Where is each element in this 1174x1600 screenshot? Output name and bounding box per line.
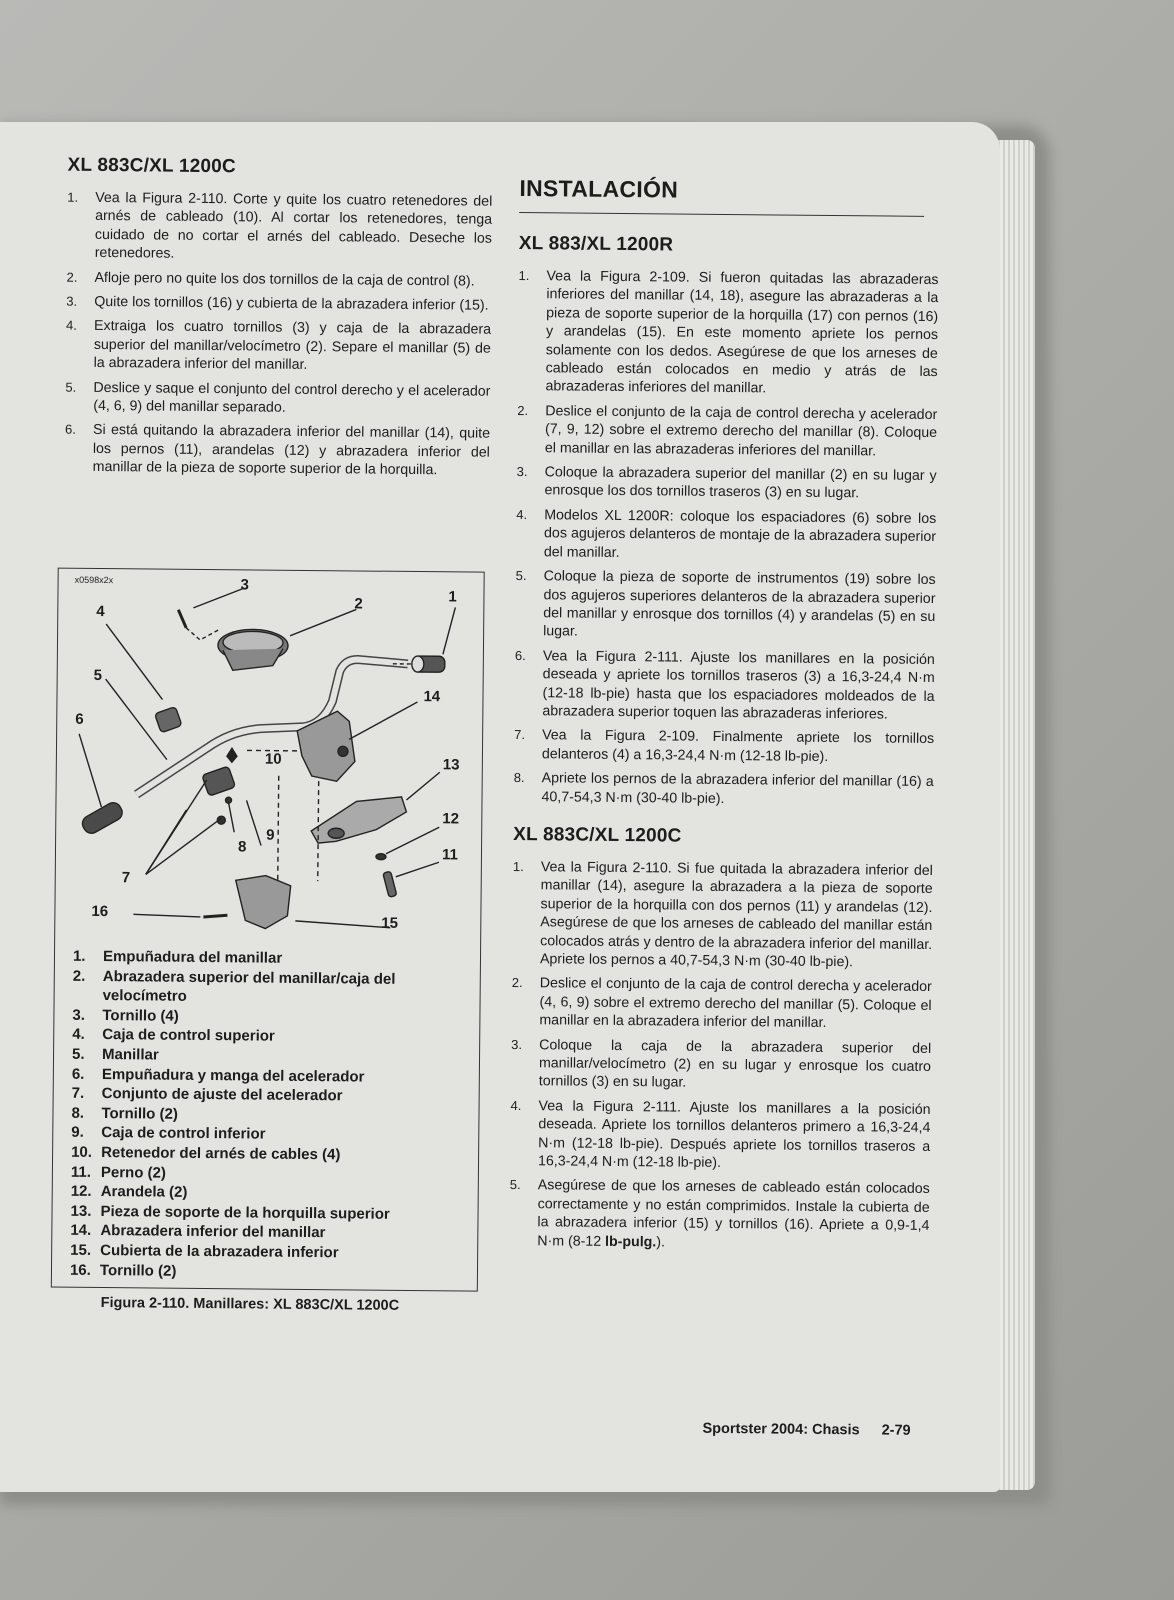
list-item: 15. Cubierta de la abrazadera inferior [70, 1241, 339, 1262]
list-item: 1. Vea la Figura 2-109. Si fueron quitadas las abrazaderas inferiores del manillar (14, 18), asegure las abrazaderas a la pieza de soporte superior de la horquilla (17) con pernos (16) y arandelas (15). En este momento apriete los pernos solamente con los dedos. Asegúrese de que los arneses de cableado están colocados en medio y atrás de las abrazaderas inferiores del manillar. [518, 267, 939, 397]
section2-steps-list [509, 858, 933, 1254]
callout-3: 3 [240, 576, 249, 594]
list-item: 2. Deslice el conjunto de la caja de control derecha y acelerador (7, 9, 12) sobre el extremo derecho del manillar (8). Coloque el manillar en las abrazaderas inferiores del manillar. [517, 402, 938, 460]
list-item: 11. Perno (2) [70, 1163, 167, 1182]
list-item: 2. Abrazadera superior del manillar/caja del velocímetro [72, 967, 396, 1006]
callout-8: 8 [237, 838, 247, 856]
list-item: 8. Tornillo (2) [71, 1104, 178, 1123]
list-item: 10. Retenedor del arnés de cables (4) [71, 1143, 341, 1164]
figure-code: x0598x2x [74, 574, 114, 586]
list-item: 1. Empuñadura del manillar [72, 947, 283, 967]
callout-9: 9 [266, 826, 275, 844]
list-item: 9. Caja de control inferior [71, 1124, 266, 1143]
section-heading-xl883-1200r: XL 883/XL 1200R [518, 232, 674, 256]
callout-2: 2 [354, 595, 363, 613]
figure-legend [70, 947, 473, 1284]
callout-12: 12 [442, 810, 460, 828]
callout-1: 1 [448, 588, 457, 606]
list-item: 16. Tornillo (2) [69, 1261, 177, 1280]
section-heading-xl883c-1200c: XL 883C/XL 1200C [513, 823, 682, 847]
callout-10: 10 [264, 750, 282, 768]
callout-7: 7 [121, 869, 131, 887]
list-item: 2. Deslice el conjunto de la caja de control derecha y acelerador (4, 6, 9) sobre el extremo derecho del manillar (5). Coloque el manillar en la abrazadera inferior del manillar. [511, 975, 932, 1032]
list-item: 6. Si está quitando la abrazadera inferior del manillar (14), quite los pernos (11), arandelas (12) y abrazadera inferior del manillar de la pieza de soporte superior de la horquilla. [64, 422, 491, 479]
list-item: 6. Empuñadura y manga del acelerador [71, 1065, 365, 1086]
callout-4: 4 [96, 602, 105, 621]
left-section-heading: XL 883C/XL 1200C [67, 154, 237, 178]
list-item: 5. Deslice y saque el conjunto del control derecho y el acelerador (4, 6, 9) del manillar separado. [65, 379, 491, 416]
section1-steps-list [513, 267, 938, 810]
right-column [509, 175, 939, 1260]
left-column [65, 155, 493, 487]
list-item: 1. Vea la Figura 2-110. Corte y quite los cuatro retenedores del arnés de cableado (10). Al cortar los retenedores, tenga cuidado de no cortar el arnés del cableado. Deseche los retenedores. [67, 189, 493, 262]
page-footer [702, 1421, 910, 1439]
list-item: 4. Extraiga los cuatro tornillos (3) y caja de la abrazadera superior del manillar/velocímetro (2). Separe el manillar (5) de la abrazadera inferior del manillar. [65, 318, 492, 374]
figure-caption: Figura 2-110. Manillares: XL 883C/XL 1200C [100, 1295, 400, 1314]
callout-11: 11 [441, 846, 458, 864]
list-item: 4. Caja de control superior [72, 1026, 275, 1046]
callout-15: 15 [381, 914, 399, 932]
callout-14: 14 [423, 688, 441, 706]
figure-box [51, 568, 485, 1292]
list-item: 4. Modelos XL 1200R: coloque los espaciadores (6) sobre los dos agujeros delanteros de montaje de la abrazadera superior del manillar. [516, 506, 937, 561]
page-number: 2-79 [881, 1422, 911, 1439]
callout-5: 5 [93, 666, 103, 685]
list-item: 2. Afloje pero no quite los dos tornillos de la caja de control (8). [66, 269, 475, 290]
list-item: 3. Tornillo (4) [72, 1006, 179, 1025]
list-item: 3. Quite los tornillos (16) y cubierta de la abrazadera inferior (15). [66, 293, 489, 314]
list-item: 4. Vea la Figura 2-111. Ajuste los manillares a la posición deseada. Apriete los tornillos delanteros primero a 16,3-24,4 N·m (12-18 lb-pie). Después apriete los tornillos traseros a 16,3-24,4 N·m (12-18 lb-pie). [510, 1097, 931, 1172]
list-item: 5. Coloque la pieza de soporte de instrumentos (19) sobre los dos agujeros superiores delanteros de la abrazadera superior del manillar y enrosque dos tornillos (4) y arandelas (5) en su lugar. [515, 568, 936, 640]
list-item: 5. Asegúrese de que los arneses de cableado están colocados correctamente y no están comprimidos. Instale la cubierta de la abrazadera inferior (15) y tornillos (16). Apriete a 0,9-1,4 N·m (8-12 lb-pulg.). [509, 1177, 930, 1251]
manual-page [0, 122, 1000, 1492]
list-item: 5. Manillar [71, 1045, 159, 1064]
callout-13: 13 [442, 756, 460, 774]
list-item: 13. Pieza de soporte de la horquilla superior [70, 1202, 390, 1223]
list-item: 6. Vea la Figura 2-111. Ajuste los manillares en la posición deseada y apriete los tornillos traseros (3) a 16,3-24,4 N·m (12-18 lb-pie) hasta que los espaciadores moldeados de la abrazadera superior toquen las abrazaderas inferiores. [514, 647, 935, 723]
list-item: 3. Coloque la caja de la abrazadera superior del manillar/velocímetro (2) en su lugar y enrosque los cuatro tornillos (3) en su lugar. [511, 1036, 932, 1092]
installation-title: INSTALACIÓN [519, 174, 679, 203]
left-steps-list [65, 189, 493, 481]
list-item: 1. Vea la Figura 2-110. Si fue quitada la abrazadera inferior del manillar (14), asegure la abrazadera a la pieza de soporte superior de la horquilla con dos pernos (11) y arandelas (12). Asegúrese de que los arneses de cableado del manillar están colocados atrás y dentro de la abrazadera inferior del manillar. Apriete los pernos a 40,7-54,3 N·m (30-40 lb-pie). [512, 858, 933, 971]
callout-16: 16 [91, 902, 109, 921]
callout-6: 6 [75, 710, 84, 728]
list-item: 7. Vea la Figura 2-109. Finalmente apriete los tornillos delanteros (4) a 16,3-24,4 N·m (12-18 lb-pie). [514, 727, 935, 765]
list-item: 7. Conjunto de ajuste del acelerador [71, 1084, 343, 1105]
list-item: 14. Abrazadera inferior del manillar [70, 1222, 326, 1242]
list-item: 8. Apriete los pernos de la abrazadera inferior del manillar (16) a 40,7-54,3 N·m (30-40 lb-pie). [513, 770, 934, 807]
footer-title: Sportster 2004: Chasis [702, 1420, 860, 1439]
list-item: 12. Arandela (2) [70, 1182, 188, 1201]
title-divider [519, 212, 924, 217]
list-item: 3. Coloque la abrazadera superior del manillar (2) en su lugar y enrosque los dos tornillos traseros (3) en su lugar. [516, 464, 937, 502]
